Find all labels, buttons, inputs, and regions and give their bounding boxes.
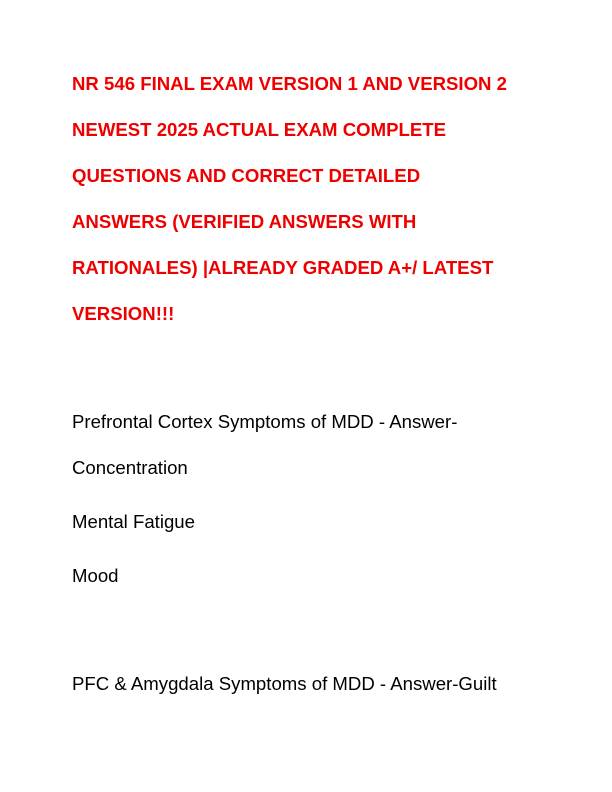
answer-text: Concentration xyxy=(72,457,188,478)
title-line-4: ANSWERS (VERIFIED ANSWERS WITH xyxy=(72,211,417,232)
title-line-3: QUESTIONS AND CORRECT DETAILED xyxy=(72,165,421,186)
answer-text: Mental Fatigue xyxy=(72,511,195,532)
answer-text: Mood xyxy=(72,565,119,586)
title-line-1: NR 546 FINAL EXAM VERSION 1 AND VERSION 2 xyxy=(72,73,507,94)
question-text: PFC & Amygdala Symptoms of MDD - Answer-Guilt xyxy=(72,673,497,694)
title-line-6: VERSION!!! xyxy=(72,303,175,324)
question-text: Prefrontal Cortex Symptoms of MDD - Answer- xyxy=(72,411,458,432)
title-line-5: RATIONALES) |ALREADY GRADED A+/ LATEST xyxy=(72,257,494,278)
title-line-2: NEWEST 2025 ACTUAL EXAM COMPLETE xyxy=(72,119,446,140)
